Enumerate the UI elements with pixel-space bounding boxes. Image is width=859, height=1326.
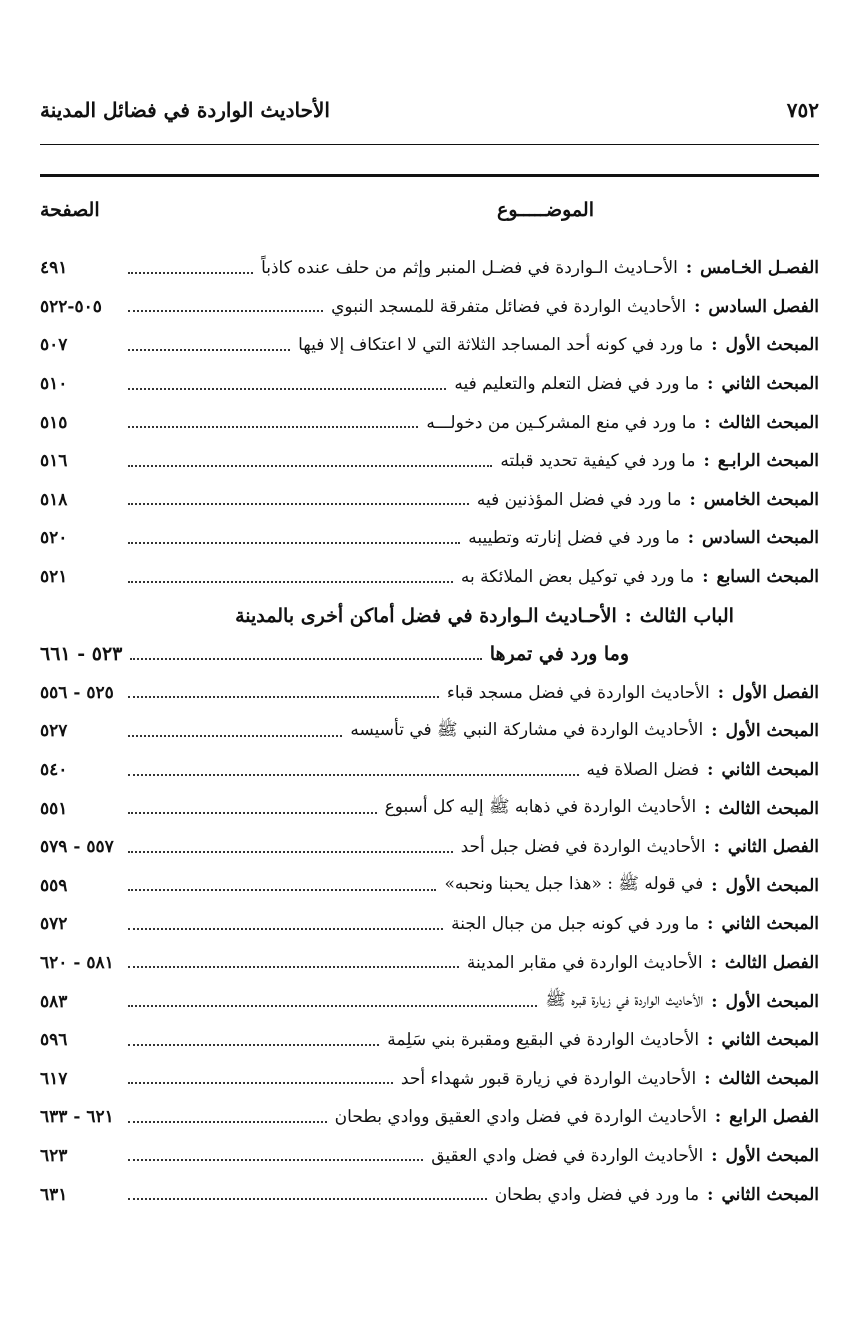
toc-entry-title: ما ورد في كونه أحد المساجد الثلاثة التي لا اعتكاف إلا فيها [298, 335, 704, 356]
toc-entry-label: المبحث الثالث [718, 798, 819, 819]
toc-entry-page: ٥٥٧ - ٥٧٩ [40, 837, 114, 858]
toc-entry-label: المبحث الأول [725, 991, 819, 1012]
toc-row [40, 365, 819, 404]
toc-entry-title: الأحاديث الواردة في فضل وادي العقيق [431, 1145, 704, 1166]
toc-entry-label: الفصل الرابع [729, 1107, 819, 1128]
toc-entry-title: الأحـاديث الـواردة في فضـل المنبر وإثم من حلف عنده كاذباً [261, 258, 678, 279]
toc-row [40, 596, 819, 635]
toc-entry-title: الأحاديث الواردة في فضل جبل أحد [460, 837, 706, 858]
toc-entry-label: المبحث الأول [725, 721, 819, 742]
toc-row [40, 442, 819, 481]
toc-row [40, 326, 819, 365]
header-rule-thick [40, 174, 819, 177]
toc-entry-page: ٥٥٩ [40, 875, 68, 896]
dot-leader [128, 734, 342, 737]
toc-row [40, 1098, 819, 1137]
toc-entry-label: الباب الثالث [639, 604, 734, 627]
dot-leader [128, 464, 492, 467]
label-separator: : [704, 1068, 711, 1089]
toc-row [40, 288, 819, 327]
toc-entry-page: ٦٢١ - ٦٣٣ [40, 1107, 114, 1128]
toc-entry-title: ما ورد في فضل وادي بطحان [494, 1184, 700, 1205]
toc-entry-page: ٥٧٢ [40, 914, 68, 935]
toc-entry-label: المبحث الرابـع [717, 451, 819, 472]
label-separator: : [685, 258, 693, 279]
label-separator: : [702, 567, 709, 588]
label-separator: : [704, 798, 711, 819]
toc-entry-page: ٥٨١ - ٦٢٠ [40, 952, 114, 973]
label-separator: : [707, 374, 714, 395]
toc-entry-page: ٦١٧ [40, 1068, 68, 1089]
toc-entry-title: في قوله ﷺ : «هذا جبل يحبنا ونحبه» [444, 874, 704, 895]
toc-entry-title: ما ورد في فضل إنارته وتطييبه [468, 528, 680, 549]
toc-entry-page: ٥٢١ [40, 567, 68, 588]
toc-entry-label: الفصل الثاني [727, 837, 819, 858]
dot-leader [128, 888, 436, 891]
label-separator: : [707, 914, 714, 935]
toc-row [40, 1059, 819, 1098]
dot-leader [128, 271, 253, 274]
toc-row [40, 751, 819, 790]
toc-entry-label: المبحث الأول [725, 1145, 819, 1166]
toc-row [40, 249, 819, 288]
toc-entry-label: المبحث الثاني [721, 1030, 819, 1051]
label-separator: : [714, 1107, 722, 1128]
label-separator: : [711, 335, 718, 356]
toc-entry-title: ما ورد في كونه جبل من جبال الجنة [451, 914, 700, 935]
toc-row [40, 558, 819, 597]
toc-row [40, 867, 819, 906]
toc-entry-label: الفصل السادس [708, 296, 819, 317]
label-separator: : [707, 1030, 714, 1051]
toc-entry-title: الأحاديث الواردة في فضائل متفرقة للمسجد النبوي [331, 296, 687, 317]
dot-leader [128, 965, 459, 968]
dot-leader [128, 811, 377, 814]
toc-row [40, 905, 819, 944]
dot-leader [128, 387, 446, 390]
label-separator: : [711, 991, 718, 1012]
toc-entry-label: الفصل الثالث [724, 952, 819, 973]
toc-entry-label: المبحث الثاني [721, 914, 819, 935]
toc-entry-label: الفصل الأول [731, 682, 819, 703]
toc-entry-page: ٤٩١ [40, 258, 68, 279]
toc-entry-label: المبحث الثالث [718, 1068, 819, 1089]
toc-entry-title: الأحاديث الواردة في زيارة قبره ﷺ [545, 990, 704, 1011]
toc-entry-page: ٥٠٥-٥٢٢ [40, 296, 102, 317]
toc-entry-title: الأحاديث الواردة في فضل وادي العقيق ووادي بطحان [334, 1107, 707, 1128]
toc-entry-title: الأحـاديث الـواردة في فضل أماكن أخرى بالمدينة [235, 604, 617, 627]
toc-entry-page: ٥٩٦ [40, 1030, 68, 1051]
toc-entry-title: الأحاديث الواردة في زيارة قبور شهداء أحد [400, 1068, 697, 1089]
toc-entry-page: ٥٢٣ - ٦٦١ [40, 643, 123, 666]
toc-entry-label: المبحث الثاني [721, 1184, 819, 1205]
toc-entry-title: ما ورد في فضل المؤذنين فيه [476, 489, 682, 510]
dot-leader [128, 1158, 423, 1161]
toc-entry-label: المبحث الخامس [703, 489, 819, 510]
toc-entry-page: ٥٢٥ - ٥٥٦ [40, 682, 114, 703]
toc-row [40, 635, 819, 674]
label-separator: : [689, 489, 696, 510]
dot-leader [128, 580, 453, 583]
toc-entry-label: المبحث السادس [701, 528, 819, 549]
toc-entry-title: فضل الصلاة فيه [586, 760, 700, 781]
toc-row [40, 481, 819, 520]
toc-entry-label: المبحث الثاني [721, 374, 819, 395]
label-separator: : [711, 721, 718, 742]
toc-row [40, 403, 819, 442]
dot-leader [128, 1120, 327, 1123]
toc-entry-page: ٥١٥ [40, 412, 68, 433]
toc-row [40, 982, 819, 1021]
toc-row [40, 1137, 819, 1176]
toc-row [40, 789, 819, 828]
toc-entry-label: المبحث الثاني [721, 760, 819, 781]
toc-entry-label: الفصـل الخـامس [700, 258, 819, 279]
toc-entry-page: ٥٠٧ [40, 335, 68, 356]
toc-row [40, 519, 819, 558]
label-separator: : [711, 875, 718, 896]
toc-entry-page: ٥٢٧ [40, 721, 68, 742]
page-number: ٧٥٢ [786, 98, 819, 122]
dot-leader [128, 773, 579, 776]
label-separator: : [713, 837, 720, 858]
topic-column-header: الموضـــــوع [497, 199, 594, 221]
toc-row [40, 828, 819, 867]
toc-entry-label: المبحث الأول [725, 875, 819, 896]
dot-leader [128, 850, 453, 853]
toc-entry-title: وما ورد في تمرها [489, 643, 629, 666]
dot-leader [128, 695, 439, 698]
toc-entry-label: المبحث الأول [725, 335, 819, 356]
toc-entry-page: ٥٨٣ [40, 991, 68, 1012]
toc-row [40, 1175, 819, 1214]
running-title: الأحاديث الواردة في فضائل المدينة [40, 98, 330, 122]
toc-entry-title: الأحاديث الواردة في فضل مسجد قباء [446, 682, 710, 703]
toc-row [40, 712, 819, 751]
toc-entry-title: الأحاديث الواردة في مشاركة النبي ﷺ في تأسيسه [350, 719, 704, 740]
label-separator: : [694, 296, 701, 317]
toc-entry-title: الأحاديث الواردة في مقابر المدينة [466, 952, 703, 973]
toc-entry-page: ٥١٠ [40, 374, 68, 395]
toc-entry-title: ما ورد في فضل التعلم والتعليم فيه [454, 374, 700, 395]
column-headers [40, 190, 819, 230]
label-separator: : [687, 528, 694, 549]
toc-entry-page: ٥٥١ [40, 798, 68, 819]
dot-leader [130, 657, 481, 660]
header-rule [40, 144, 819, 145]
dot-leader [128, 1004, 537, 1007]
dot-leader [128, 309, 323, 312]
toc-row [40, 944, 819, 983]
running-header [40, 92, 819, 128]
dot-leader [128, 1081, 393, 1084]
toc-row [40, 1021, 819, 1060]
toc-entry-title: ما ورد في كيفية تحديد قبلته [500, 451, 696, 472]
toc-entry-label: المبحث الثالث [718, 412, 819, 433]
toc-entry-page: ٥٤٠ [40, 760, 68, 781]
toc-entry-page: ٥٢٠ [40, 528, 68, 549]
toc-row [40, 674, 819, 713]
toc-entry-page: ٥١٦ [40, 451, 68, 472]
label-separator: : [707, 1184, 714, 1205]
label-separator: : [624, 604, 632, 627]
toc-entry-title: الأحاديث الواردة في البقيع ومقبرة بني سَلِمة [387, 1030, 700, 1051]
dot-leader [128, 1043, 379, 1046]
toc-entry-title: ما ورد في منع المشركـين من دخولـــه [426, 412, 697, 433]
toc-entry-page: ٦٢٣ [40, 1145, 68, 1166]
toc-entry-label: المبحث السابع [716, 567, 819, 588]
label-separator: : [711, 1145, 718, 1166]
toc-entry-page: ٥١٨ [40, 489, 68, 510]
dot-leader [128, 502, 469, 505]
dot-leader [128, 1197, 487, 1200]
toc-entry-title: الأحاديث الواردة في ذهابه ﷺ إليه كل أسبوع [384, 797, 697, 818]
toc-entry-page: ٦٣١ [40, 1184, 68, 1205]
label-separator: : [704, 412, 711, 433]
dot-leader [128, 927, 443, 930]
label-separator: : [703, 451, 710, 472]
label-separator: : [707, 760, 714, 781]
page-column-header: الصفحة [40, 199, 100, 221]
dot-leader [128, 541, 460, 544]
dot-leader [128, 348, 290, 351]
toc-entry-title: ما ورد في توكيل بعض الملائكة به [460, 567, 695, 588]
label-separator: : [717, 682, 724, 703]
label-separator: : [710, 952, 717, 973]
dot-leader [128, 425, 418, 428]
table-of-contents [40, 249, 819, 1214]
